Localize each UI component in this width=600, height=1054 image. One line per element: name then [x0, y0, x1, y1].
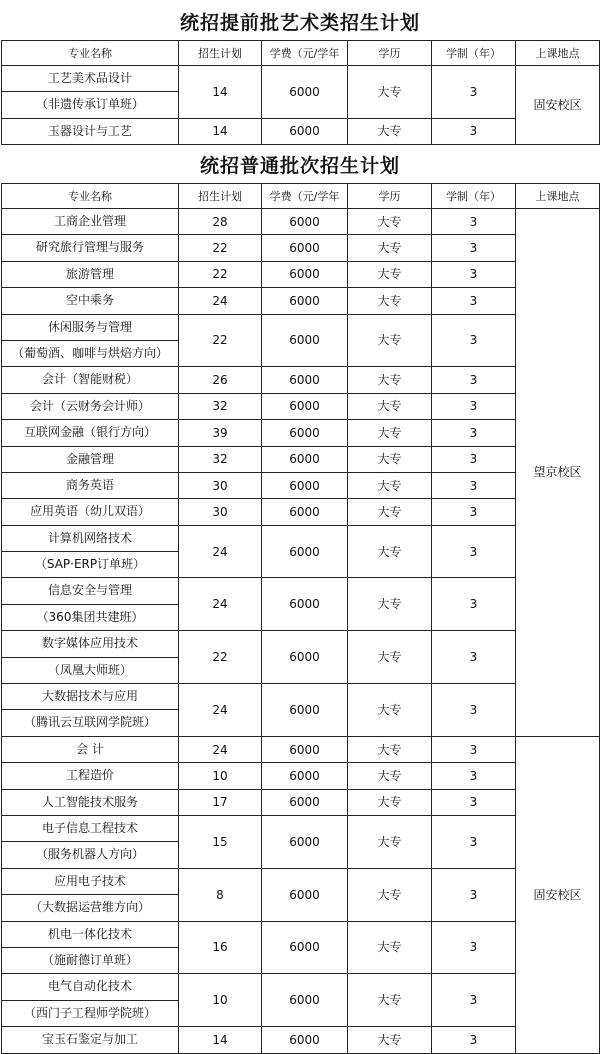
column-header: 上课地点 — [516, 184, 600, 209]
table-row — [2, 118, 600, 144]
plan-count-cell: 24 — [179, 736, 262, 762]
major-name-cell — [2, 631, 179, 684]
plan-count-cell: 15 — [179, 815, 262, 868]
major-name-cell — [2, 789, 179, 815]
plan-count-cell: 16 — [179, 921, 262, 974]
major-name-cell — [2, 118, 179, 144]
education-level-cell: 大专 — [348, 525, 432, 578]
major-subtitle: （服务机器人方向） — [2, 841, 178, 867]
education-level-cell: 大专 — [348, 1027, 432, 1053]
education-level-cell: 大专 — [348, 815, 432, 868]
table-row — [2, 631, 600, 684]
tuition-cell: 6000 — [262, 472, 348, 498]
table-row — [2, 974, 600, 1027]
major-name-cell — [2, 420, 179, 446]
major-name-cell — [2, 868, 179, 921]
column-header: 专业名称 — [2, 184, 179, 209]
major-name-cell — [2, 66, 179, 119]
tuition-cell: 6000 — [262, 1027, 348, 1053]
table-row — [2, 578, 600, 631]
education-level-cell: 大专 — [348, 314, 432, 367]
tuition-cell: 6000 — [262, 684, 348, 737]
major-name-cell — [2, 1027, 179, 1053]
major-name: 电子信息工程技术 — [41, 820, 138, 835]
plan-count-cell: 10 — [179, 763, 262, 789]
table-row — [2, 1027, 600, 1053]
education-level-cell: 大专 — [348, 367, 432, 393]
education-level-cell: 大专 — [348, 868, 432, 921]
major-name: 空中乘务 — [65, 293, 114, 308]
major-name-cell — [2, 209, 179, 235]
section1-title: 统招提前批艺术类招生计划 — [179, 12, 420, 34]
study-years-cell: 3 — [432, 472, 516, 498]
column-header: 专业名称 — [2, 41, 179, 66]
major-subtitle: （凤凰大师班） — [2, 657, 178, 683]
tuition-cell: 6000 — [262, 921, 348, 974]
major-name-cell — [2, 921, 179, 974]
study-years-cell: 3 — [432, 631, 516, 684]
table-row — [2, 763, 600, 789]
major-name-cell — [2, 367, 179, 393]
table-row — [2, 66, 600, 119]
study-years-cell: 3 — [432, 789, 516, 815]
plan-count-cell: 39 — [179, 420, 262, 446]
major-name-cell — [2, 525, 179, 578]
tuition-cell: 6000 — [262, 420, 348, 446]
major-name: 电气自动化技术 — [47, 979, 132, 994]
major-name: 应用英语（幼儿双语） — [29, 504, 150, 519]
table-row — [2, 472, 600, 498]
column-header: 学制（年） — [432, 184, 516, 209]
major-name-cell — [2, 261, 179, 287]
plan-count-cell: 32 — [179, 446, 262, 472]
major-name: 互联网金融（银行方向） — [23, 425, 156, 440]
major-name: 会计（智能财税） — [41, 372, 138, 387]
plan-count-cell: 14 — [179, 118, 262, 144]
study-years-cell: 3 — [432, 393, 516, 419]
tuition-cell: 6000 — [262, 736, 348, 762]
major-name: 应用电子技术 — [53, 873, 126, 888]
plan-count-cell: 30 — [179, 472, 262, 498]
study-years-cell: 3 — [432, 261, 516, 287]
tuition-cell: 6000 — [262, 314, 348, 367]
major-subtitle: （葡萄酒、咖啡与烘焙方向） — [2, 340, 178, 366]
major-name: 数字媒体应用技术 — [41, 636, 138, 651]
plan-count-cell: 14 — [179, 1027, 262, 1053]
major-name: 宝玉石鉴定与加工 — [41, 1032, 138, 1047]
study-years-cell: 3 — [432, 446, 516, 472]
education-level-cell: 大专 — [348, 684, 432, 737]
major-subtitle: （施耐德订单班） — [2, 947, 178, 973]
major-name: 商务英语 — [65, 477, 114, 492]
study-years-cell: 3 — [432, 815, 516, 868]
major-subtitle: （西门子工程师学院班） — [2, 1000, 178, 1026]
major-name-cell — [2, 815, 179, 868]
major-subtitle: （腾讯云互联网学院班） — [2, 709, 178, 735]
table-row — [2, 868, 600, 921]
tuition-cell: 6000 — [262, 261, 348, 287]
table-row — [2, 525, 600, 578]
major-name: 休闲服务与管理 — [47, 319, 132, 334]
study-years-cell: 3 — [432, 578, 516, 631]
plan-count-cell: 24 — [179, 684, 262, 737]
header-row — [2, 184, 600, 209]
education-level-cell: 大专 — [348, 118, 432, 144]
study-years-cell: 3 — [432, 288, 516, 314]
tuition-cell: 6000 — [262, 763, 348, 789]
tuition-cell: 6000 — [262, 631, 348, 684]
column-header: 学历 — [348, 41, 432, 66]
tuition-cell: 6000 — [262, 66, 348, 119]
education-level-cell: 大专 — [348, 974, 432, 1027]
study-years-cell: 3 — [432, 314, 516, 367]
education-level-cell: 大专 — [348, 393, 432, 419]
major-name: 金融管理 — [65, 451, 114, 466]
education-level-cell: 大专 — [348, 446, 432, 472]
column-header: 上课地点 — [516, 41, 600, 66]
major-name: 机电一体化技术 — [47, 926, 132, 941]
study-years-cell: 3 — [432, 525, 516, 578]
table-row — [2, 499, 600, 525]
study-years-cell: 3 — [432, 1027, 516, 1053]
major-name: 工商企业管理 — [53, 214, 126, 228]
education-level-cell: 大专 — [348, 235, 432, 261]
major-name: 会 计 — [76, 741, 104, 756]
table-row — [2, 209, 600, 235]
education-level-cell: 大专 — [348, 631, 432, 684]
campus-cell: 固安校区 — [516, 66, 600, 145]
plan-count-cell: 17 — [179, 789, 262, 815]
table-row — [2, 684, 600, 737]
study-years-cell: 3 — [432, 499, 516, 525]
study-years-cell: 3 — [432, 921, 516, 974]
study-years-cell: 3 — [432, 736, 516, 762]
column-header: 招生计划 — [179, 41, 262, 66]
tuition-cell: 6000 — [262, 367, 348, 393]
study-years-cell: 3 — [432, 235, 516, 261]
education-level-cell: 大专 — [348, 736, 432, 762]
major-name-cell — [2, 235, 179, 261]
plan-count-cell: 10 — [179, 974, 262, 1027]
education-level-cell: 大专 — [348, 921, 432, 974]
tuition-cell: 6000 — [262, 499, 348, 525]
table-row — [2, 235, 600, 261]
education-level-cell: 大专 — [348, 420, 432, 446]
campus-cell: 望京校区 — [516, 209, 600, 737]
tuition-cell: 6000 — [262, 789, 348, 815]
major-name-cell — [2, 393, 179, 419]
study-years-cell: 3 — [432, 367, 516, 393]
education-level-cell: 大专 — [348, 763, 432, 789]
tuition-cell: 6000 — [262, 235, 348, 261]
plan-count-cell: 24 — [179, 525, 262, 578]
study-years-cell: 3 — [432, 974, 516, 1027]
plan-count-cell: 22 — [179, 261, 262, 287]
column-header: 学费（元/学年 — [262, 41, 348, 66]
education-level-cell: 大专 — [348, 288, 432, 314]
plan-count-cell: 14 — [179, 66, 262, 119]
education-level-cell: 大专 — [348, 209, 432, 235]
study-years-cell: 3 — [432, 763, 516, 789]
major-name-cell — [2, 288, 179, 314]
tuition-cell: 6000 — [262, 288, 348, 314]
study-years-cell: 3 — [432, 684, 516, 737]
major-subtitle: （非遗传承订单班） — [2, 91, 178, 117]
plan-count-cell: 30 — [179, 499, 262, 525]
table-row — [2, 815, 600, 868]
education-level-cell: 大专 — [348, 261, 432, 287]
tuition-cell: 6000 — [262, 118, 348, 144]
header-row — [2, 41, 600, 66]
major-name: 旅游管理 — [65, 266, 114, 281]
plan-count-cell: 22 — [179, 314, 262, 367]
table-row — [2, 288, 600, 314]
major-name-cell — [2, 736, 179, 762]
major-name: 会计（云财务会计师） — [29, 398, 150, 413]
major-subtitle: （大数据运营维方向） — [2, 894, 178, 920]
table-row — [2, 789, 600, 815]
table-row — [2, 446, 600, 472]
tuition-cell: 6000 — [262, 974, 348, 1027]
column-header: 学历 — [348, 184, 432, 209]
education-level-cell: 大专 — [348, 578, 432, 631]
major-name: 人工智能技术服务 — [41, 794, 138, 809]
table-row — [2, 367, 600, 393]
column-header: 学费（元/学年 — [262, 184, 348, 209]
major-name: 计算机网络技术 — [47, 530, 132, 545]
tuition-cell: 6000 — [262, 868, 348, 921]
major-name-cell — [2, 684, 179, 737]
column-header: 招生计划 — [179, 184, 262, 209]
art-plan-table — [1, 40, 600, 145]
education-level-cell: 大专 — [348, 789, 432, 815]
study-years-cell: 3 — [432, 420, 516, 446]
table-row — [2, 314, 600, 367]
major-name: 研究旅行管理与服务 — [35, 240, 144, 255]
education-level-cell: 大专 — [348, 66, 432, 119]
major-name-cell — [2, 472, 179, 498]
tuition-cell: 6000 — [262, 578, 348, 631]
study-years-cell: 3 — [432, 118, 516, 144]
major-name-cell — [2, 578, 179, 631]
table-row — [2, 736, 600, 762]
table-row — [2, 261, 600, 287]
table-row — [2, 921, 600, 974]
study-years-cell: 3 — [432, 868, 516, 921]
major-name-cell — [2, 446, 179, 472]
education-level-cell: 大专 — [348, 472, 432, 498]
plan-count-cell: 26 — [179, 367, 262, 393]
plan-count-cell: 24 — [179, 288, 262, 314]
major-name-cell — [2, 974, 179, 1027]
major-subtitle: （SAP·ERP订单班） — [2, 551, 178, 577]
major-name-cell — [2, 314, 179, 367]
major-name-cell — [2, 763, 179, 789]
table-row — [2, 420, 600, 446]
tuition-cell: 6000 — [262, 525, 348, 578]
plan-count-cell: 32 — [179, 393, 262, 419]
education-level-cell: 大专 — [348, 499, 432, 525]
plan-count-cell: 22 — [179, 235, 262, 261]
plan-count-cell: 22 — [179, 631, 262, 684]
plan-count-cell: 24 — [179, 578, 262, 631]
major-name: 信息安全与管理 — [47, 583, 132, 598]
tuition-cell: 6000 — [262, 393, 348, 419]
plan-count-cell: 28 — [179, 209, 262, 235]
major-name: 玉器设计与工艺 — [47, 123, 132, 138]
section2-title: 统招普通批次招生计划 — [199, 155, 400, 177]
major-name-cell — [2, 499, 179, 525]
column-header: 学制（年） — [432, 41, 516, 66]
tuition-cell: 6000 — [262, 446, 348, 472]
tuition-cell: 6000 — [262, 209, 348, 235]
tuition-cell: 6000 — [262, 815, 348, 868]
major-name: 工艺美术品设计 — [47, 71, 132, 85]
study-years-cell: 3 — [432, 66, 516, 119]
campus-cell: 固安校区 — [516, 736, 600, 1053]
table-row — [2, 393, 600, 419]
plan-count-cell: 8 — [179, 868, 262, 921]
major-name: 大数据技术与应用 — [41, 689, 138, 704]
major-subtitle: （360集团共建班） — [2, 604, 178, 630]
major-name: 工程造价 — [65, 768, 114, 783]
study-years-cell: 3 — [432, 209, 516, 235]
regular-plan-table — [1, 183, 600, 1054]
